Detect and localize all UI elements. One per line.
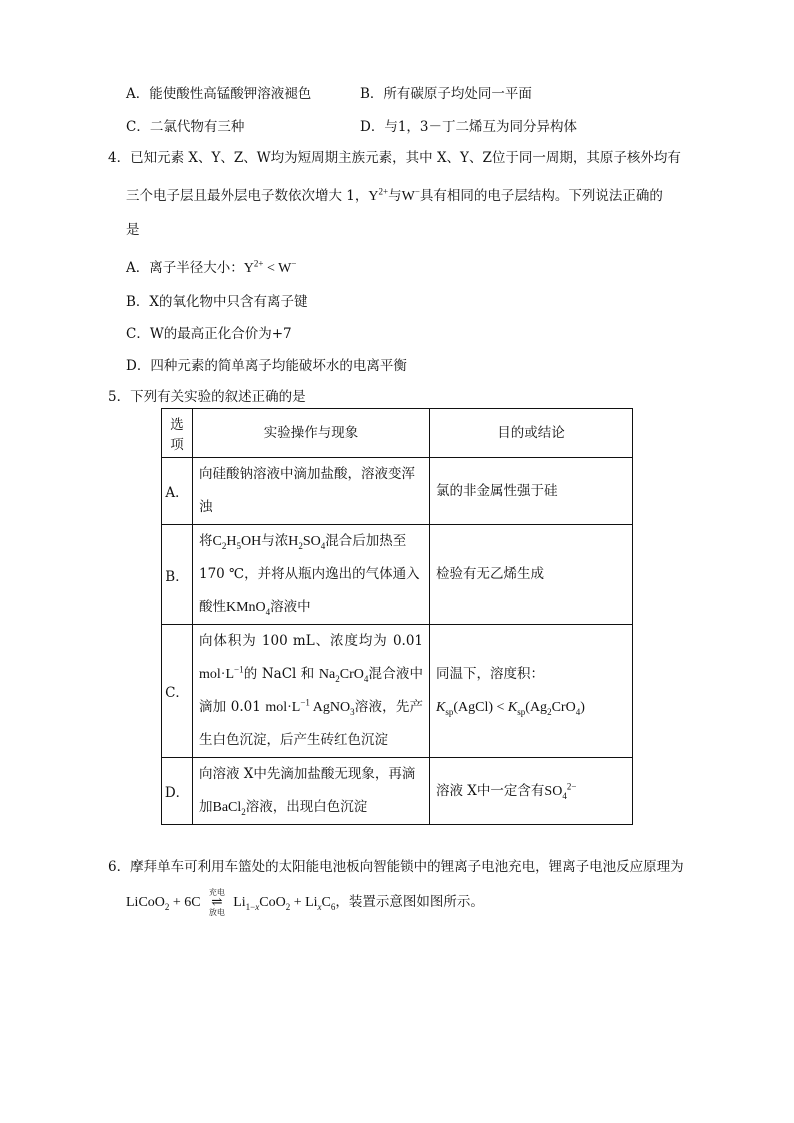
reversible-arrow-icon: 充电 ⇌ 放电 xyxy=(208,888,225,917)
q4-option-c: C．W的最高正化合价为+7 xyxy=(126,326,292,342)
row-b-operation: 将$C_2H_5OH$与浓$H_2SO_4$混合后加热至 170 ℃，并将从瓶内逸出的气体通入酸性KMnO$_4$溶液中 xyxy=(193,525,430,625)
row-d-conclusion: 溶液 X中一定含有$SO_4^{2-}$ xyxy=(430,758,633,825)
row-d-operation: 向溶液 X中先滴加盐酸无现象，再滴加BaCl$_2$溶液，出现白色沉淀 xyxy=(193,758,430,825)
table-row xyxy=(162,625,633,758)
q4-stem-line2: 三个电子层且最外层电子数依次增大 1，$Y^{2+}$与W−具有相同的电子层结构。下列说法正确的 xyxy=(126,186,663,204)
row-d-label: D． xyxy=(162,758,193,825)
q3-option-b: B．所有碳原子均处同一平面 xyxy=(360,86,532,102)
table-header-row xyxy=(162,409,633,458)
table-row xyxy=(162,758,633,825)
row-b-label: B． xyxy=(162,525,193,625)
q4-stem-line1: 4．已知元素 X、Y、Z、W均为短周期主族元素，其中 X、Y、Z位于同一周期，其原子核外均有 xyxy=(108,150,681,166)
q4-stem-line3: 是 xyxy=(126,222,140,238)
q3-option-c: C．二氯代物有三种 xyxy=(126,119,245,135)
header-operation: 实验操作与现象 xyxy=(193,409,430,458)
table-row xyxy=(162,525,633,625)
row-c-operation: 向体积为 100 mL、浓度均为 0.01 $mol\cdot L^{-1}$的 NaCl 和 $Na_2CrO_4$混合液中滴加 0.01 $mol\cdot L^{-1}$ AgNO$_3$溶液，先产生白色沉淀，后产生砖红色沉淀 xyxy=(193,625,430,758)
experiment-table xyxy=(161,408,633,825)
row-a-operation: 向硅酸钠溶液中滴加盐酸，溶液变浑浊 xyxy=(193,458,430,525)
row-c-label: C． xyxy=(162,625,193,758)
q3-option-d: D．与1，3－丁二烯互为同分异构体 xyxy=(360,119,578,135)
q4-option-b: B．X的氧化物中只含有离子键 xyxy=(126,294,308,310)
row-b-conclusion: 检验有无乙烯生成 xyxy=(430,525,633,625)
q6-stem-line1: 6．摩拜单车可利用车篮处的太阳能电池板向智能锁中的锂离子电池充电，锂离子电池反应原理为 xyxy=(108,859,684,875)
q4-option-d: D．四种元素的简单离子均能破坏水的电离平衡 xyxy=(126,358,407,374)
q3-option-a: A．能使酸性高锰酸钾溶液褪色 xyxy=(126,86,312,102)
row-a-label: A． xyxy=(162,458,193,525)
q4-option-a: A．离子半径大小：$Y^{2+} < W^-$ xyxy=(126,258,297,276)
header-conclusion: 目的或结论 xyxy=(430,409,633,458)
row-c-conclusion: 同温下，溶度积： $K_{sp}(AgCl) < K_{sp}(Ag_2CrO_4)$ xyxy=(430,625,633,758)
row-a-conclusion: 氯的非金属性强于硅 xyxy=(430,458,633,525)
q6-reaction-equation: LiCoO$_2$ + 6C 充电 ⇌ 放电 $Li_{1-x}CoO_2 + Li_xC_6$，装置示意图如图所示。 xyxy=(126,888,484,917)
header-option: 选项 xyxy=(162,409,193,458)
table-row xyxy=(162,458,633,525)
q5-stem: 5．下列有关实验的叙述正确的是 xyxy=(108,389,306,405)
